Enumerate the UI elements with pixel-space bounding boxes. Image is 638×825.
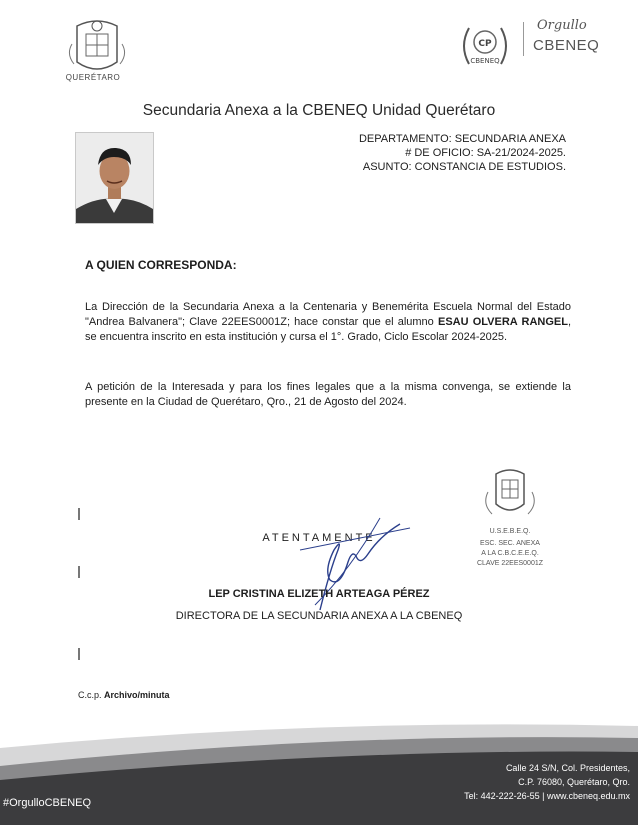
purpose-paragraph: A petición de la Interesada y para los fines legales que a la misma convenga, se extiende la presente en la Ciudad de Querétaro, Qro., 21 de Agosto del 2024. [85,381,571,408]
seal-line3: A LA C.B.C.E.E.Q. [481,550,539,557]
cbeneq-laurel-logo-icon [455,16,515,76]
office-number-line: # DE OFICIO: SA-21/2024-2025. [405,147,566,159]
footer-contact: Tel: 442-222-26-55 | www.cbeneq.edu.mx [464,791,630,801]
signer-title: DIRECTORA DE LA SECUNDARIA ANEXA A LA CBENEQ [175,610,463,622]
paragraph1-part-a: La Dirección de la Secundaria Anexa a la Centenaria y Benemérita Escuela Normal del Estado "Andrea Balvanera"; Clave 22EES0001Z; hace constar que el alumno [85,301,571,328]
student-photo [75,132,154,224]
seal-line2: ESC. SEC. ANEXA [480,540,540,547]
brand-line1: Orgullo [537,18,587,33]
seal-line4: CLAVE 22EES0001Z [476,560,544,567]
official-seal-icon [478,464,543,526]
cc-label: C.c.p. [78,690,102,700]
svg-text:CP: CP [478,39,492,49]
logo-divider [523,22,524,56]
addressee: A QUIEN CORRESPONDA: [85,258,237,272]
footer-address-line1: Calle 24 S/N, Col. Presidentes, [505,763,630,773]
department-line: DEPARTAMENTO: SECUNDARIA ANEXA [358,133,566,145]
subject-line: ASUNTO: CONSTANCIA DE ESTUDIOS. [362,161,566,173]
cc-value: Archivo/minuta [104,690,170,700]
edge-mark [78,566,80,578]
handwritten-signature-icon [260,510,420,620]
student-portrait-icon [76,133,153,223]
footer-address-line2: C.P. 76080, Querétaro, Qro. [518,777,630,787]
school-logo-caption: CBENEQ [470,57,500,65]
footer-hashtag: #OrgulloCBENEQ [3,797,92,809]
brand-line2: CBENEQ [533,37,600,54]
state-logo-caption: QUERÉTARO [65,73,121,82]
student-name: ESAU OLVERA RANGEL [437,316,568,328]
document-title: Secundaria Anexa a la CBENEQ Unidad Querétaro [142,102,496,119]
paragraph1-part-b: , se encuentra inscrito en esta institución y cursa el 1°. Grado, Ciclo Escolar 2024-2025. [85,316,572,343]
signer-name: LEP CRISTINA ELIZETH ARTEAGA PÉREZ [208,588,430,600]
edge-mark [78,648,80,660]
edge-mark [78,508,80,520]
carbon-copy-line [78,690,170,700]
seal-line1: U.S.E.B.E.Q. [489,528,531,535]
certification-paragraph [85,300,571,345]
reference-block [359,132,566,174]
closing: ATENTAMENTE [262,532,376,544]
